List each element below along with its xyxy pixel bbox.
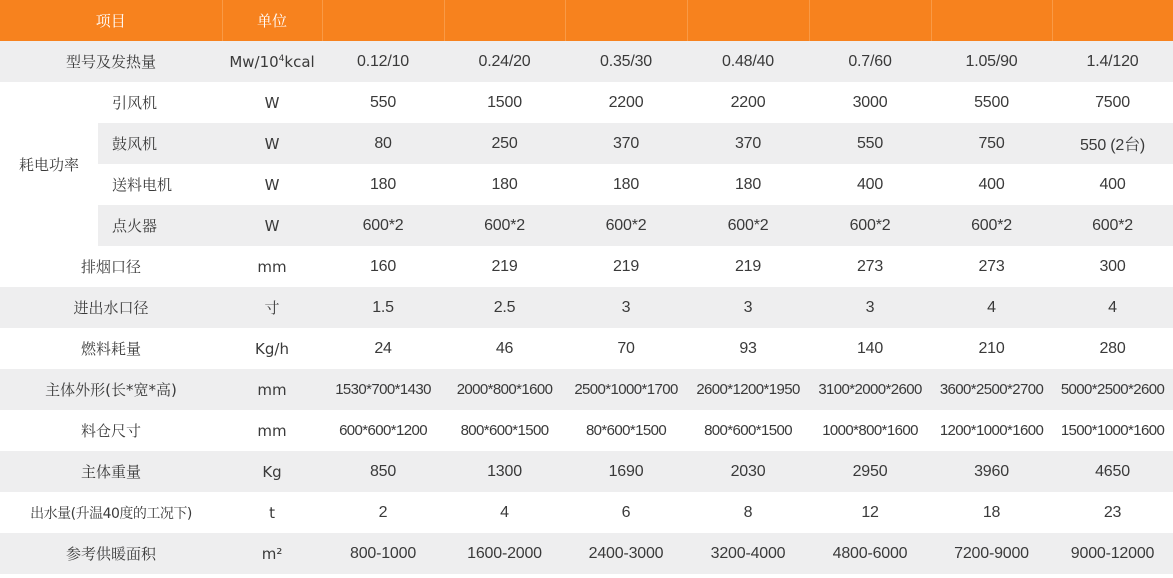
cell: 80 [322,123,444,164]
cell: 180 [687,164,809,205]
cell: 2200 [687,82,809,123]
cell: 3200-4000 [687,533,809,574]
cell: 3 [687,287,809,328]
row-label: 燃料耗量 [0,328,222,369]
cell: 400 [809,164,931,205]
table-row [0,82,1173,123]
table-row [0,492,1173,533]
cell: 180 [565,164,687,205]
cell: 23 [1052,492,1173,533]
cell: 600*2 [687,205,809,246]
header-unit: 单位 [222,0,322,41]
cell: 850 [322,451,444,492]
cell: 600*2 [322,205,444,246]
table-row [0,41,1173,82]
cell: 9000-12000 [1052,533,1173,574]
table-row [0,246,1173,287]
cell: 1.4/120 [1052,41,1173,82]
row-label: 出水量(升温40度的工况下) [0,492,222,533]
cell: 600*2 [444,205,565,246]
cell: 219 [687,246,809,287]
cell: 160 [322,246,444,287]
cell: 5000*2500*2600 [1052,369,1173,410]
table-row [0,205,1173,246]
table-row [0,451,1173,492]
cell: 5500 [931,82,1052,123]
cell: 400 [931,164,1052,205]
cell: 1600-2000 [444,533,565,574]
cell: 600*2 [931,205,1052,246]
cell: 550 (2台) [1052,123,1173,164]
row-unit: mm [222,410,322,451]
cell: 7500 [1052,82,1173,123]
cell: 600*2 [1052,205,1173,246]
cell: 400 [1052,164,1173,205]
cell: 2030 [687,451,809,492]
cell: 219 [444,246,565,287]
cell: 219 [565,246,687,287]
table-row [0,287,1173,328]
cell: 4 [931,287,1052,328]
table-row [0,328,1173,369]
cell: 370 [687,123,809,164]
cell: 273 [809,246,931,287]
cell: 0.12/10 [322,41,444,82]
cell: 2500*1000*1700 [565,369,687,410]
row-unit: mm [222,369,322,410]
cell: 273 [931,246,1052,287]
cell: 12 [809,492,931,533]
row-unit: W [222,123,322,164]
cell: 0.48/40 [687,41,809,82]
row-label: 主体重量 [0,451,222,492]
cell: 1530*700*1430 [322,369,444,410]
table-row [0,410,1173,451]
row-label: 料仓尺寸 [0,410,222,451]
cell: 2000*800*1600 [444,369,565,410]
cell: 1.5 [322,287,444,328]
cell: 370 [565,123,687,164]
cell: 1300 [444,451,565,492]
cell: 8 [687,492,809,533]
row-unit: mm [222,246,322,287]
row-unit: Kg [222,451,322,492]
cell: 280 [1052,328,1173,369]
table-row [0,123,1173,164]
cell: 1.05/90 [931,41,1052,82]
cell: 2600*1200*1950 [687,369,809,410]
row-label: 送料电机 [98,164,222,205]
cell: 0.24/20 [444,41,565,82]
cell: 0.7/60 [809,41,931,82]
row-unit: W [222,164,322,205]
cell: 800*600*1500 [687,410,809,451]
cell: 180 [444,164,565,205]
cell: 1200*1000*1600 [931,410,1052,451]
cell: 4 [1052,287,1173,328]
row-unit: 寸 [222,287,322,328]
cell: 600*2 [565,205,687,246]
row-label: 鼓风机 [98,123,222,164]
row-unit: $Mw/10^4kcal$ [222,41,322,82]
cell: 3960 [931,451,1052,492]
cell: 46 [444,328,565,369]
header-model-4 [687,0,809,41]
row-label: 参考供暖面积 [0,533,222,574]
cell: 93 [687,328,809,369]
cell: 80*600*1500 [565,410,687,451]
cell: 70 [565,328,687,369]
cell: 2.5 [444,287,565,328]
cell: 4800-6000 [809,533,931,574]
cell: 1690 [565,451,687,492]
row-label: 引风机 [98,82,222,123]
cell: 3600*2500*2700 [931,369,1052,410]
header-model-7 [1052,0,1173,41]
cell: 1500*1000*1600 [1052,410,1173,451]
cell: 140 [809,328,931,369]
cell: 4 [444,492,565,533]
row-unit: t [222,492,322,533]
cell: 210 [931,328,1052,369]
row-label: 进出水口径 [0,287,222,328]
cell: 3100*2000*2600 [809,369,931,410]
cell: 550 [809,123,931,164]
row-unit: W [222,205,322,246]
cell: 3000 [809,82,931,123]
cell: 0.35/30 [565,41,687,82]
header-model-5 [809,0,931,41]
header-item: 项目 [0,0,222,41]
cell: 2 [322,492,444,533]
cell: 180 [322,164,444,205]
cell: 3 [565,287,687,328]
cell: 250 [444,123,565,164]
header-model-1 [322,0,444,41]
header-model-3 [565,0,687,41]
table-row [0,164,1173,205]
cell: 600*2 [809,205,931,246]
cell: 7200-9000 [931,533,1052,574]
cell: 750 [931,123,1052,164]
cell: 4650 [1052,451,1173,492]
cell: 800*600*1500 [444,410,565,451]
cell: 2200 [565,82,687,123]
cell: 6 [565,492,687,533]
row-unit: m² [222,533,322,574]
row-label: 点火器 [98,205,222,246]
cell: 800-1000 [322,533,444,574]
table-row [0,369,1173,410]
cell: 18 [931,492,1052,533]
row-label: 主体外形(长*宽*高) [0,369,222,410]
row-unit: Kg/h [222,328,322,369]
cell: 600*600*1200 [322,410,444,451]
cell: 1500 [444,82,565,123]
cell: 24 [322,328,444,369]
row-label: 型号及发热量 [0,41,222,82]
group-label-power: 耗电功率 [0,82,98,246]
header-row [0,0,1173,41]
cell: 2400-3000 [565,533,687,574]
header-model-2 [444,0,565,41]
cell: 550 [322,82,444,123]
header-model-6 [931,0,1052,41]
cell: 2950 [809,451,931,492]
cell: 300 [1052,246,1173,287]
cell: 3 [809,287,931,328]
cell: 1000*800*1600 [809,410,931,451]
table-row [0,533,1173,574]
row-label: 排烟口径 [0,246,222,287]
row-unit: W [222,82,322,123]
